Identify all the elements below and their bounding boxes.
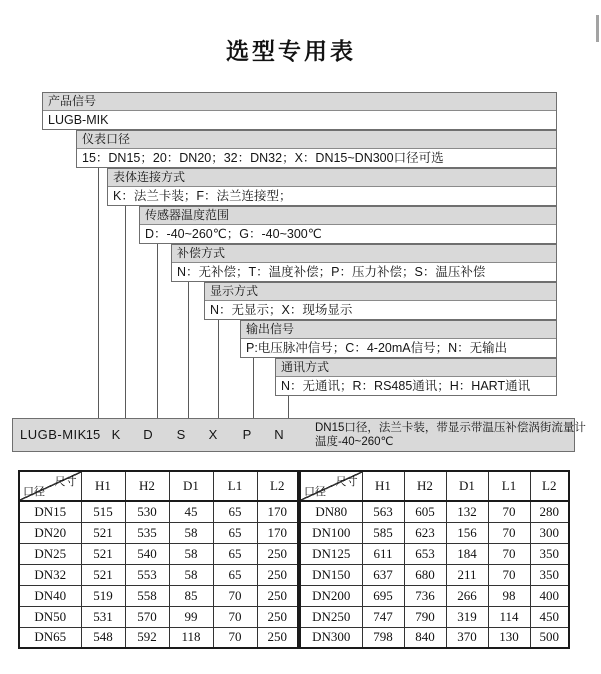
table-cell: 45 — [169, 501, 213, 522]
table-row — [300, 585, 569, 606]
table-cell: 515 — [81, 501, 125, 522]
table-cell: 65 — [213, 564, 257, 585]
example-description-line1: DN15口径，法兰卡装，带显示带温压补偿涡街流量计 — [315, 422, 586, 434]
level-label: 传感器温度范围 — [140, 207, 556, 225]
table-cell: DN200 — [300, 585, 362, 606]
table-cell: DN50 — [19, 606, 81, 627]
column-header-l1: L1 — [213, 471, 257, 501]
table-cell: DN40 — [19, 585, 81, 606]
table-cell: 130 — [488, 627, 530, 648]
column-header-d1: D1 — [169, 471, 213, 501]
table-cell: 530 — [125, 501, 169, 522]
table-row — [19, 543, 298, 564]
level-label: 通讯方式 — [276, 359, 556, 377]
table-row — [300, 564, 569, 585]
connector-line — [218, 320, 219, 418]
table-cell: DN125 — [300, 543, 362, 564]
example-code-communication: N — [274, 427, 284, 442]
table-cell: 70 — [213, 606, 257, 627]
table-cell: 519 — [81, 585, 125, 606]
table-row — [300, 627, 569, 648]
selector-level-body-connection — [107, 168, 557, 206]
table-cell: 118 — [169, 627, 213, 648]
table-cell: 250 — [257, 627, 298, 648]
example-code-diameter: 15 — [85, 427, 101, 442]
table-cell: 558 — [125, 585, 169, 606]
level-options: K：法兰卡装；F：法兰连接型； — [113, 189, 292, 203]
table-cell: DN20 — [19, 522, 81, 543]
level-label: 补偿方式 — [172, 245, 556, 263]
table-cell: 623 — [404, 522, 446, 543]
table-cell: 637 — [362, 564, 404, 585]
table-cell: 211 — [446, 564, 488, 585]
example-code-row — [12, 418, 586, 452]
table-cell: 653 — [404, 543, 446, 564]
table-cell: 585 — [362, 522, 404, 543]
table-row — [300, 501, 569, 522]
table-cell: 535 — [125, 522, 169, 543]
example-code-temperature: D — [143, 427, 153, 442]
table-row — [19, 501, 298, 522]
table-cell: 747 — [362, 606, 404, 627]
table-cell: 65 — [213, 543, 257, 564]
corner-size-label: 尺寸 — [54, 476, 77, 488]
table-cell: 70 — [488, 522, 530, 543]
table-cell: 592 — [125, 627, 169, 648]
selector-level-sensor-temperature — [139, 206, 557, 244]
level-options: LUGB-MIK — [48, 113, 109, 127]
selector-level-output-signal — [240, 320, 557, 358]
table-cell: DN32 — [19, 564, 81, 585]
level-options: N：无显示；X：现场显示 — [210, 303, 353, 317]
example-model: LUGB-MIK — [20, 427, 87, 442]
table-cell: 250 — [257, 606, 298, 627]
table-cell: 798 — [362, 627, 404, 648]
table-cell: 170 — [257, 501, 298, 522]
example-description — [315, 421, 586, 449]
level-options: D：-40~260℃；G：-40~300℃ — [145, 227, 322, 241]
example-code-display: X — [208, 427, 218, 442]
table-cell: DN80 — [300, 501, 362, 522]
example-code-connection: K — [111, 427, 121, 442]
table-cell: 58 — [169, 522, 213, 543]
table-row — [300, 522, 569, 543]
table-cell: 790 — [404, 606, 446, 627]
table-cell: DN150 — [300, 564, 362, 585]
dimension-table-left — [18, 470, 299, 649]
table-cell: 250 — [257, 543, 298, 564]
level-label: 产品信号 — [43, 93, 556, 111]
table-cell: 250 — [257, 564, 298, 585]
table-cell: 531 — [81, 606, 125, 627]
column-header-d1: D1 — [446, 471, 488, 501]
table-cell: 521 — [81, 564, 125, 585]
column-header-l1: L1 — [488, 471, 530, 501]
table-cell: 500 — [530, 627, 569, 648]
corner-cell — [300, 471, 362, 501]
table-cell: 156 — [446, 522, 488, 543]
dimension-table-right — [299, 470, 570, 649]
table-cell: 170 — [257, 522, 298, 543]
table-cell: 99 — [169, 606, 213, 627]
table-cell: DN25 — [19, 543, 81, 564]
level-options: N：无通讯；R：RS485通讯；H：HART通讯 — [281, 379, 531, 393]
table-cell: 521 — [81, 522, 125, 543]
table-cell: 553 — [125, 564, 169, 585]
table-cell: DN100 — [300, 522, 362, 543]
table-row — [19, 522, 298, 543]
table-cell: 450 — [530, 606, 569, 627]
level-label: 仪表口径 — [77, 131, 556, 149]
table-cell: 611 — [362, 543, 404, 564]
corner-size-label: 尺寸 — [335, 476, 358, 488]
table-cell: DN300 — [300, 627, 362, 648]
table-cell: 570 — [125, 606, 169, 627]
table-cell: DN250 — [300, 606, 362, 627]
example-code-compensation: S — [176, 427, 186, 442]
corner-diameter-label: 口径 — [23, 486, 45, 498]
table-row — [300, 543, 569, 564]
table-cell: 736 — [404, 585, 446, 606]
column-header-h1: H1 — [362, 471, 404, 501]
table-cell: 605 — [404, 501, 446, 522]
selector-level-product-signal — [42, 92, 557, 130]
table-cell: 350 — [530, 543, 569, 564]
table-cell: 300 — [530, 522, 569, 543]
table-row — [19, 627, 298, 648]
table-cell: 184 — [446, 543, 488, 564]
table-cell: 400 — [530, 585, 569, 606]
column-header-h2: H2 — [125, 471, 169, 501]
table-cell: 70 — [488, 564, 530, 585]
connector-line — [98, 168, 99, 418]
table-cell: 70 — [213, 627, 257, 648]
selector-level-display — [204, 282, 557, 320]
column-header-h2: H2 — [404, 471, 446, 501]
table-cell: 65 — [213, 501, 257, 522]
table-cell: 350 — [530, 564, 569, 585]
table-cell: DN15 — [19, 501, 81, 522]
connector-line — [188, 282, 189, 418]
level-label: 表体连接方式 — [108, 169, 556, 187]
connector-line — [125, 206, 126, 418]
table-row — [19, 585, 298, 606]
table-cell: 132 — [446, 501, 488, 522]
table-cell: 58 — [169, 543, 213, 564]
table-cell: 319 — [446, 606, 488, 627]
table-cell: 250 — [257, 585, 298, 606]
corner-diameter-label: 口径 — [304, 486, 326, 498]
connector-line — [157, 244, 158, 418]
corner-cell — [19, 471, 81, 501]
table-cell: 840 — [404, 627, 446, 648]
table-cell: 70 — [488, 543, 530, 564]
table-cell: 70 — [213, 585, 257, 606]
table-cell: 85 — [169, 585, 213, 606]
table-cell: 370 — [446, 627, 488, 648]
level-options: N：无补偿；T：温度补偿；P：压力补偿；S：温压补偿 — [177, 265, 486, 279]
table-header-row — [300, 471, 569, 501]
example-code-output: P — [242, 427, 252, 442]
column-header-l2: L2 — [530, 471, 569, 501]
table-cell: 114 — [488, 606, 530, 627]
table-cell: 65 — [213, 522, 257, 543]
table-header-row — [19, 471, 298, 501]
table-cell: 563 — [362, 501, 404, 522]
column-header-h1: H1 — [81, 471, 125, 501]
page-title: 选型专用表 — [226, 38, 356, 64]
table-cell: DN65 — [19, 627, 81, 648]
level-label: 显示方式 — [205, 283, 556, 301]
table-cell: 98 — [488, 585, 530, 606]
selector-level-communication — [275, 358, 557, 396]
connector-line — [253, 358, 254, 418]
connector-line — [288, 396, 289, 418]
table-cell: 266 — [446, 585, 488, 606]
table-cell: 548 — [81, 627, 125, 648]
table-cell: 521 — [81, 543, 125, 564]
table-cell: 680 — [404, 564, 446, 585]
selector-level-diameter — [76, 130, 557, 168]
column-header-l2: L2 — [257, 471, 298, 501]
level-label: 输出信号 — [241, 321, 556, 339]
table-cell: 70 — [488, 501, 530, 522]
table-cell: 280 — [530, 501, 569, 522]
selector-level-compensation — [171, 244, 557, 282]
table-row — [300, 606, 569, 627]
table-row — [19, 564, 298, 585]
level-options: P:电压脉冲信号；C：4-20mA信号；N：无输出 — [246, 341, 508, 355]
table-cell: 695 — [362, 585, 404, 606]
level-options: 15：DN15；20：DN20；32：DN32；X：DN15~DN300口径可选 — [82, 151, 444, 165]
table-cell: 540 — [125, 543, 169, 564]
table-row — [19, 606, 298, 627]
table-cell: 58 — [169, 564, 213, 585]
page-edge-mark — [596, 15, 599, 42]
example-description-line2: 温度-40~260℃ — [315, 436, 394, 448]
